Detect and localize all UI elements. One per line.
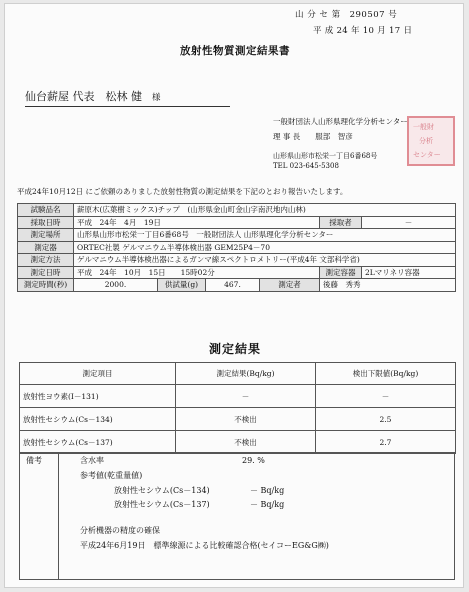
result-limit: － bbox=[316, 385, 456, 408]
info-row bbox=[18, 279, 456, 292]
info-label: 測定日時 bbox=[18, 266, 74, 279]
sampled-date: 平成 24年 4月 19日 bbox=[74, 216, 320, 229]
measure-duration: 2000. bbox=[74, 279, 158, 292]
result-value: 不検出 bbox=[176, 408, 316, 431]
result-limit: 2.5 bbox=[316, 408, 456, 431]
ref-item: 放射性セシウム(Cs－137) bbox=[114, 500, 210, 509]
ref-value: － Bq/kg bbox=[250, 486, 285, 495]
table-row bbox=[20, 408, 456, 431]
info-row bbox=[18, 204, 456, 217]
measure-datetime: 平成 24年 10月 15日 15時02分 bbox=[74, 266, 320, 279]
operator: 後藤 秀秀 bbox=[320, 279, 456, 292]
table-row bbox=[20, 431, 456, 454]
results-table bbox=[19, 362, 456, 454]
result-item: 放射性セシウム(Cs－137) bbox=[20, 431, 176, 454]
document-title: 放射性物質測定結果書 bbox=[180, 45, 290, 57]
issuer-representative: 理 事 長 服部 智彦 bbox=[273, 132, 353, 141]
col-header-limit: 検出下限値(Bq/kg) bbox=[316, 363, 456, 385]
ref-value: － Bq/kg bbox=[250, 500, 285, 509]
recipient-honorific: 様 bbox=[152, 93, 161, 103]
measure-method: ゲルマニウム半導体検出器によるガンマ線スペクトロメトリー(平成4年 文部科学省) bbox=[74, 254, 456, 267]
remarks-label: 備考 bbox=[26, 456, 42, 465]
sample-name: 薪原木(広葉樹ミックス)チップ (山形県金山町金山字南沢地内山林) bbox=[74, 204, 456, 217]
info-label: 試験品名 bbox=[18, 204, 74, 217]
instrument: ORTEC社製 ゲルマニウム半導体検出器 GEM25P4－70 bbox=[74, 241, 456, 254]
col-header-result: 測定結果(Bq/kg) bbox=[176, 363, 316, 385]
info-label: 測定場所 bbox=[18, 229, 74, 242]
official-seal-stamp bbox=[407, 116, 455, 166]
results-header-row bbox=[20, 363, 456, 385]
issuer-tel: TEL 023-645-5308 bbox=[273, 162, 339, 170]
info-label: 測定方法 bbox=[18, 254, 74, 267]
intro-text: 平成24年10月12日 にご依頼のありました放射性物質の測定結果を下記のとおり報告いたします。 bbox=[17, 187, 348, 196]
result-value: 不検出 bbox=[176, 431, 316, 454]
info-row bbox=[18, 229, 456, 242]
info-label: 測定者 bbox=[260, 279, 320, 292]
document-date: 平 成 24 年 10 月 17 日 bbox=[313, 26, 413, 36]
accuracy-label: 分析機器の精度の確保 bbox=[80, 526, 160, 535]
stamp-text-1: 一般財 bbox=[413, 123, 434, 131]
result-limit: 2.7 bbox=[316, 431, 456, 454]
accuracy-text: 平成24年6月19日 標準線源による比較確認合格(セイコーEG&G㈱) bbox=[80, 541, 329, 550]
measure-place: 山形県山形市松栄一丁目6番68号 一般財団法人 山形県理化学分析センター bbox=[74, 229, 456, 242]
sample-info-table bbox=[17, 203, 456, 292]
info-label: 測定時間(秒) bbox=[18, 279, 74, 292]
table-row bbox=[20, 385, 456, 408]
result-value: － bbox=[176, 385, 316, 408]
recipient-underline bbox=[25, 106, 230, 107]
moisture-value: 29. % bbox=[242, 456, 265, 465]
info-row bbox=[18, 266, 456, 279]
recipient-name: 仙台薪屋 代表 松林 健 bbox=[25, 90, 142, 103]
container: 2Lマリネリ容器 bbox=[362, 266, 456, 279]
info-row bbox=[18, 254, 456, 267]
info-label: 供試量(g) bbox=[158, 279, 206, 292]
recipient bbox=[25, 92, 161, 103]
results-heading: 測定結果 bbox=[208, 342, 261, 356]
info-row bbox=[18, 241, 456, 254]
document-page bbox=[4, 3, 464, 588]
sampler: － bbox=[362, 216, 456, 229]
info-label: 測定容器 bbox=[320, 266, 362, 279]
info-row bbox=[18, 216, 456, 229]
ref-item: 放射性セシウム(Cs－134) bbox=[114, 486, 210, 495]
remarks-box bbox=[19, 452, 455, 580]
result-item: 放射性セシウム(Cs－134) bbox=[20, 408, 176, 431]
remarks-divider bbox=[58, 453, 59, 579]
moisture-label: 含水率 bbox=[80, 456, 104, 465]
info-label: 採取日時 bbox=[18, 216, 74, 229]
stamp-text-2: 分析 bbox=[419, 137, 433, 145]
stamp-text-3: センター bbox=[413, 151, 441, 159]
sample-amount: 467. bbox=[206, 279, 260, 292]
reference-label: 参考値(乾重量値) bbox=[80, 471, 143, 480]
col-header-item: 測定項目 bbox=[20, 363, 176, 385]
issuer-address: 山形県山形市松栄一丁目6番68号 bbox=[273, 152, 378, 160]
info-label: 採取者 bbox=[320, 216, 362, 229]
issuer-org: 一般財団法人山形県理化学分析センター bbox=[273, 117, 408, 126]
document-number: 山 分 セ 第 290507 号 bbox=[295, 10, 398, 20]
info-label: 測定器 bbox=[18, 241, 74, 254]
result-item: 放射性ヨウ素(I－131) bbox=[20, 385, 176, 408]
